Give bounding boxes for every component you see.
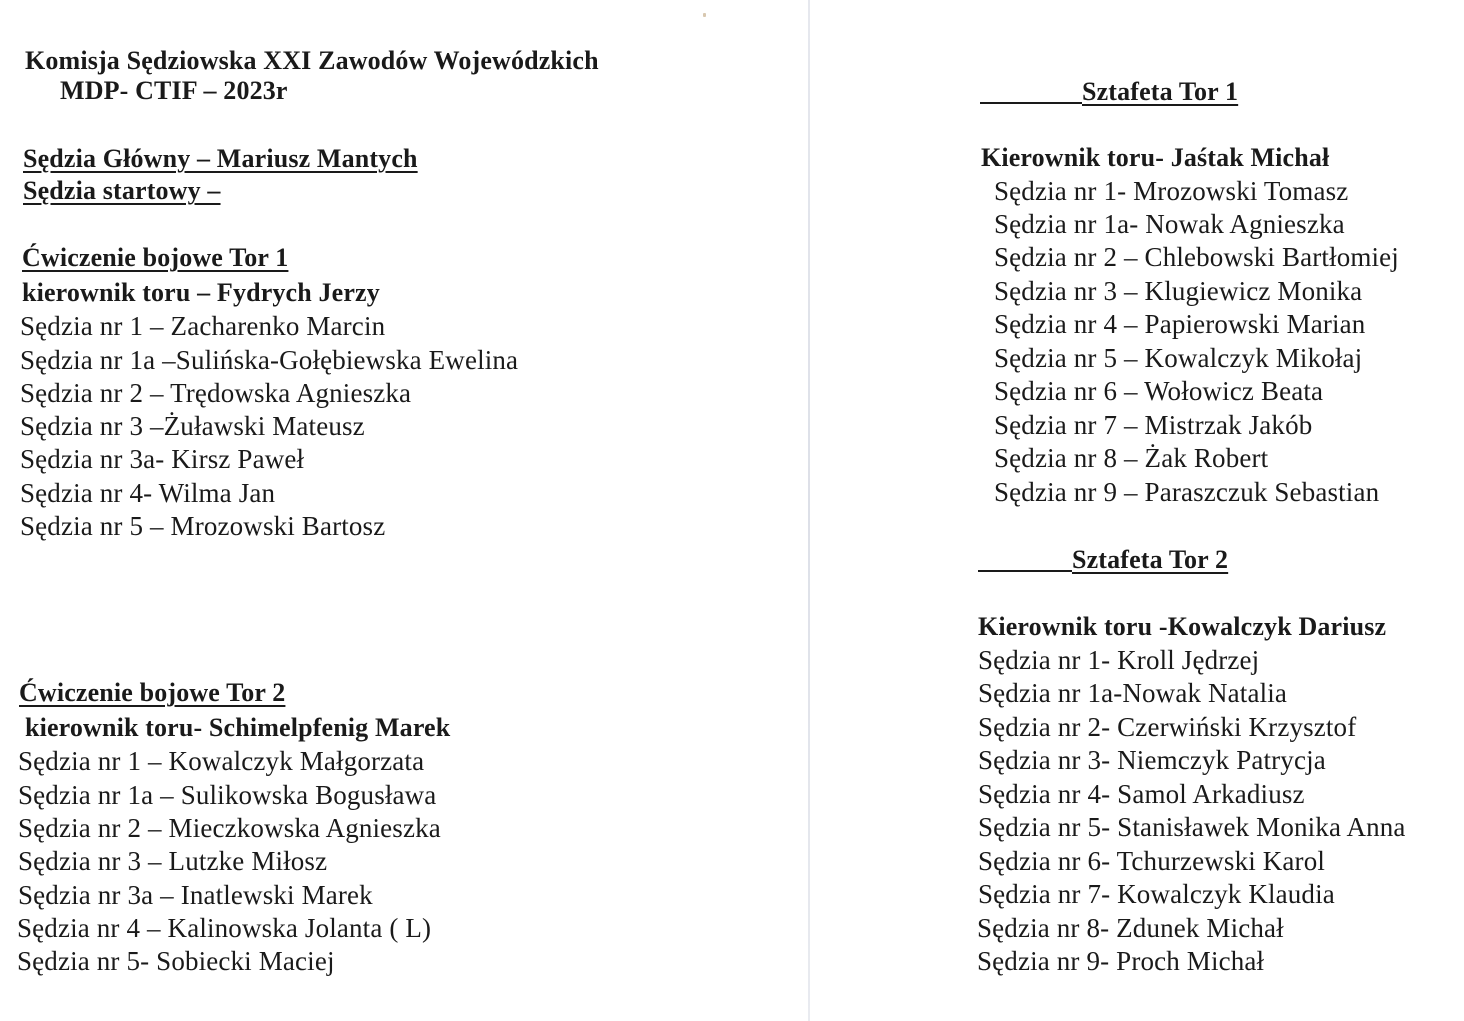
relay-track-1-judge: Sędzia nr 6 – Wołowicz Beata [994,376,1324,406]
relay-track-2-judge: Sędzia nr 6- Tchurzewski Karol [978,846,1325,876]
combat-track-2-judge: Sędzia nr 2 – Mieczkowska Agnieszka [18,813,441,843]
relay-track-1-judge: Sędzia nr 1a- Nowak Agnieszka [994,209,1345,239]
combat-track-1-heading: Ćwiczenie bojowe Tor 1 [22,243,289,272]
relay-track-2-manager: Kierownik toru -Kowalczyk Dariusz [978,612,1387,641]
relay-track-1-judge: Sędzia nr 3 – Klugiewicz Monika [994,276,1363,306]
combat-track-1-manager: kierownik toru – Fydrych Jerzy [22,278,380,307]
relay-track-1-judge: Sędzia nr 1- Mrozowski Tomasz [994,176,1349,206]
relay-track-2-judge: Sędzia nr 5- Stanisławek Monika Anna [978,812,1406,842]
combat-track-1-judge: Sędzia nr 1 – Zacharenko Marcin [20,311,386,341]
relay-track-2-judge: Sędzia nr 9- Proch Michał [977,946,1265,976]
relay-track-2-judge: Sędzia nr 4- Samol Arkadiusz [978,779,1305,809]
relay-track-1-heading: Sztafeta Tor 1 [1082,77,1239,106]
relay-track-1-judge: Sędzia nr 4 – Papierowski Marian [994,309,1366,339]
starter-judge: Sędzia startowy – [23,176,221,205]
combat-track-1-judge: Sędzia nr 4- Wilma Jan [20,478,276,508]
relay-track-1-judge: Sędzia nr 9 – Paraszczuk Sebastian [994,477,1380,507]
relay-track-2-judge: Sędzia nr 1a-Nowak Natalia [978,678,1288,708]
relay-track-2-judge: Sędzia nr 7- Kowalczyk Klaudia [978,879,1335,909]
relay-track-2-judge: Sędzia nr 8- Zdunek Michał [977,913,1284,943]
page-fold-divider [808,0,810,1021]
combat-track-2-judge: Sędzia nr 1 – Kowalczyk Małgorzata [18,746,425,776]
right-page [820,0,1464,1021]
combat-track-2-judge: Sędzia nr 1a – Sulikowska Bogusława [18,780,437,810]
combat-track-1-judge: Sędzia nr 2 – Trędowska Agnieszka [20,378,412,408]
document-title-line-1: Komisja Sędziowska XXI Zawodów Wojewódzkich [25,46,599,75]
relay-track-1-heading-rule [980,102,1082,104]
relay-track-1-manager: Kierownik toru- Jaśtak Michał [981,143,1330,172]
relay-track-2-heading-rule [978,570,1072,572]
combat-track-1-judge: Sędzia nr 3a- Kirsz Paweł [20,444,305,474]
document-title-line-2: MDP- CTIF – 2023r [60,76,288,105]
chief-judge: Sędzia Główny – Mariusz Mantych [23,144,418,173]
combat-track-1-judge: Sędzia nr 1a –Sulińska-Gołębiewska Ewelina [20,345,519,375]
combat-track-2-manager: kierownik toru- Schimelpfenig Marek [25,713,451,742]
relay-track-1-judge: Sędzia nr 7 – Mistrzak Jakób [994,410,1313,440]
combat-track-2-heading: Ćwiczenie bojowe Tor 2 [19,678,286,707]
relay-track-2-judge: Sędzia nr 2- Czerwiński Krzysztof [978,712,1357,742]
combat-track-2-judge: Sędzia nr 3 – Lutzke Miłosz [18,846,328,876]
relay-track-1-judge: Sędzia nr 5 – Kowalczyk Mikołaj [994,343,1363,373]
relay-track-2-judge: Sędzia nr 1- Kroll Jędrzej [978,645,1260,675]
combat-track-1-judge: Sędzia nr 3 –Żuławski Mateusz [20,411,365,441]
relay-track-2-heading: Sztafeta Tor 2 [1072,545,1229,574]
combat-track-2-judge: Sędzia nr 4 – Kalinowska Jolanta ( L) [17,913,432,943]
relay-track-1-judge: Sędzia nr 8 – Żak Robert [994,443,1269,473]
combat-track-1-judge: Sędzia nr 5 – Mrozowski Bartosz [20,511,386,541]
relay-track-1-judge: Sędzia nr 2 – Chlebowski Bartłomiej [994,242,1399,272]
combat-track-2-judge: Sędzia nr 3a – Inatlewski Marek [18,880,373,910]
relay-track-2-judge: Sędzia nr 3- Niemczyk Patrycja [978,745,1326,775]
combat-track-2-judge: Sędzia nr 5- Sobiecki Maciej [17,946,335,976]
